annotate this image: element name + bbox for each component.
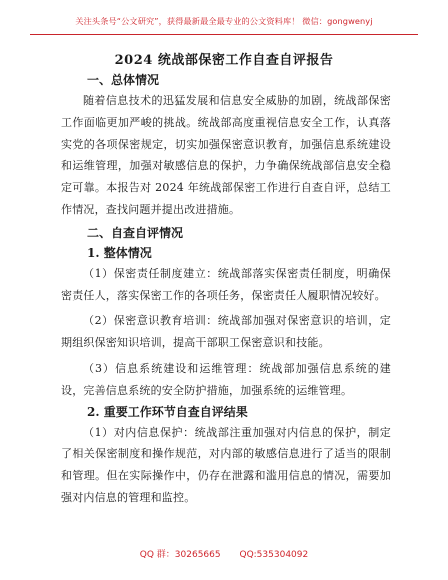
paragraph-training: （2）保密意识教育培训：统战部加强对保密意识的培训，定期组织保密知识培训，提高干部职工保密意识和技能。: [61, 314, 391, 350]
header-promo-text: 关注头条号“公文研究”，获得最新最全最专业的公文资料库！ 微信：gongwenyj: [75, 15, 373, 26]
document-body: [61, 70, 391, 509]
overview-paragraph: 随着信息技术的迅猛发展和信息安全威胁的加剧，统战部保密工作面临更加严峻的挑战。统战部高度重视信息安全工作，认真落实党的各项保密规定，切实加强保密意识教育，加强信息系统建设和运维管理，加强对敏感信息的保护，力争确保统战部信息安全稳定可靠。本报告对 2024 年统战部保密工作进行自查自评，总结工作情况，查找问题并提出改进措施。: [61, 94, 391, 216]
section-heading-self-assessment: 二、自查自评情况: [87, 225, 184, 240]
sub-heading-key-results: 2. 重要工作环节自查自评结果: [87, 404, 248, 419]
document-title: 2024 统战部保密工作自查自评报告: [114, 53, 334, 68]
page-footer: [0, 547, 448, 560]
paragraph-responsibility: （1）保密责任制度建立：统战部落实保密责任制度，明确保密责任人，落实保密工作的各项任务，保密责任人履职情况较好。: [61, 266, 391, 302]
footer-qq-contact: QQ:535304092: [239, 550, 309, 560]
sub-heading-overall: 1. 整体情况: [87, 245, 152, 260]
paragraph-systems: （3）信息系统建设和运维管理：统战部加强信息系统的建设，完善信息系统的安全防护措施，加强系统的运维管理。: [61, 361, 391, 397]
footer-qq-group: QQ 群：30265665: [139, 550, 221, 560]
paragraph-internal-protection: （1）对内信息保护：统战部注重加强对内信息的保护，制定了相关保密制度和操作规范，对内部的敏感信息进行了适当的限制和管理。但在实际操作中，仍存在泄露和滥用信息的情况，需要加强对内信息的管理和监控。: [61, 425, 391, 504]
page-header: [30, 8, 418, 35]
section-heading-overview: 一、总体情况: [87, 73, 160, 87]
